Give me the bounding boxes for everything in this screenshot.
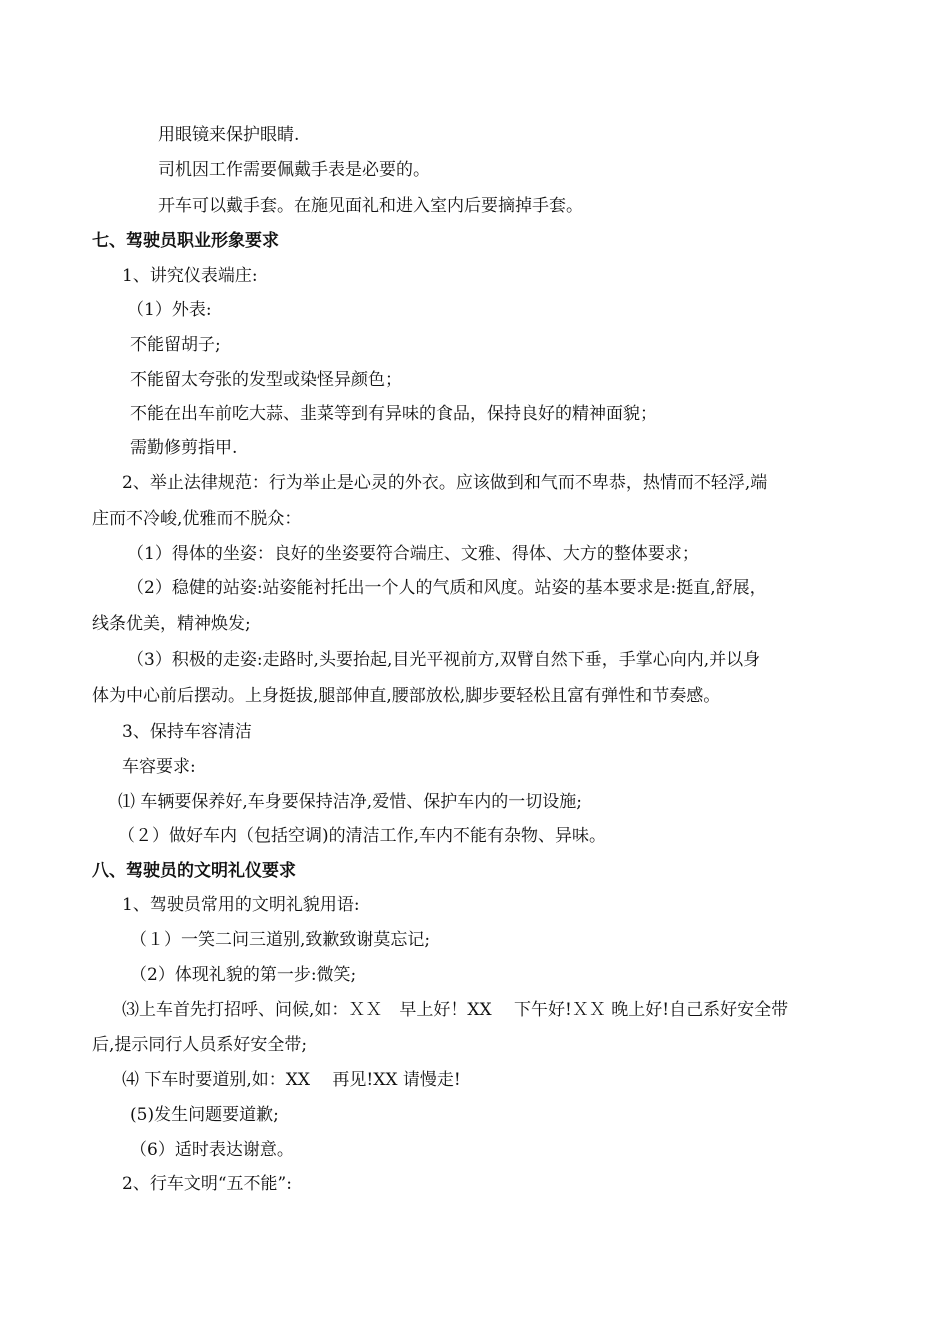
text-line: （１）一笑二问三道别,致歉致谢莫忘记; xyxy=(130,930,431,950)
text-line: （6）适时表达谢意。 xyxy=(130,1140,294,1160)
text-line: (5)发生问题要道歉; xyxy=(130,1105,279,1125)
text-line: 车容要求: xyxy=(122,757,196,777)
text-line: ⑴ 车辆要保养好,车身要保持洁净,爱惜、保护车内的一切设施; xyxy=(118,792,582,812)
text-line: 后,提示同行人员系好安全带; xyxy=(92,1035,308,1055)
text-line: 用眼镜来保护眼睛. xyxy=(158,125,300,145)
text-line: 线条优美，精神焕发; xyxy=(92,614,251,634)
text-line: 庄而不冷峻,优雅而不脱众： xyxy=(92,509,302,529)
text-line: 1、驾驶员常用的文明礼貌用语: xyxy=(122,895,360,915)
text-line: （1）得体的坐姿：良好的坐姿要符合端庄、文雅、得体、大方的整体要求； xyxy=(127,544,699,564)
text-line: （1）外表: xyxy=(127,300,212,320)
text-line: （２）做好车内（包括空调)的清洁工作,车内不能有杂物、异味。 xyxy=(118,826,607,846)
text-line: 开车可以戴手套。在施见面礼和进入室内后要摘掉手套。 xyxy=(158,196,583,216)
text-line: 不能留胡子; xyxy=(130,335,221,355)
text-line: ⑷ 下车时要道别,如：XX 再见!XX 请慢走! xyxy=(122,1070,461,1090)
text-line: 2、行车文明“五不能”: xyxy=(122,1174,292,1194)
text-line: 不能在出车前吃大蒜、韭菜等到有异味的食品，保持良好的精神面貌； xyxy=(130,404,657,424)
text-line: 不能留太夸张的发型或染怪异颜色； xyxy=(130,370,402,390)
text-line: 2、举止法律规范：行为举止是心灵的外衣。应该做到和气而不卑恭，热情而不轻浮,端 xyxy=(122,473,768,493)
text-line: 需勤修剪指甲. xyxy=(130,438,238,458)
text-line: 体为中心前后摆动。上身挺拔,腿部伸直,腰部放松,脚步要轻松且富有弹性和节奏感。 xyxy=(92,686,721,706)
text-line: （2）体现礼貌的第一步:微笑; xyxy=(130,965,357,985)
text-line: ⑶上车首先打招呼、问候,如：ＸＸ 早上好！XX 下午好!ＸＸ 晚上好!自己系好安全带 xyxy=(122,1000,789,1020)
text-line: 3、保持车容清洁 xyxy=(122,722,252,742)
text-line: （2）稳健的站姿:站姿能衬托出一个人的气质和风度。站姿的基本要求是:挺直,舒展， xyxy=(127,578,767,598)
text-line: 1、讲究仪表端庄: xyxy=(122,266,258,286)
section-heading: 八、驾驶员的文明礼仪要求 xyxy=(92,861,296,881)
text-line: （3）积极的走姿:走路时,头要抬起,目光平视前方,双臂自然下垂，手掌心向内,并以身 xyxy=(127,650,761,670)
section-heading: 七、驾驶员职业形象要求 xyxy=(92,231,279,251)
text-line: 司机因工作需要佩戴手表是必要的。 xyxy=(158,160,430,180)
